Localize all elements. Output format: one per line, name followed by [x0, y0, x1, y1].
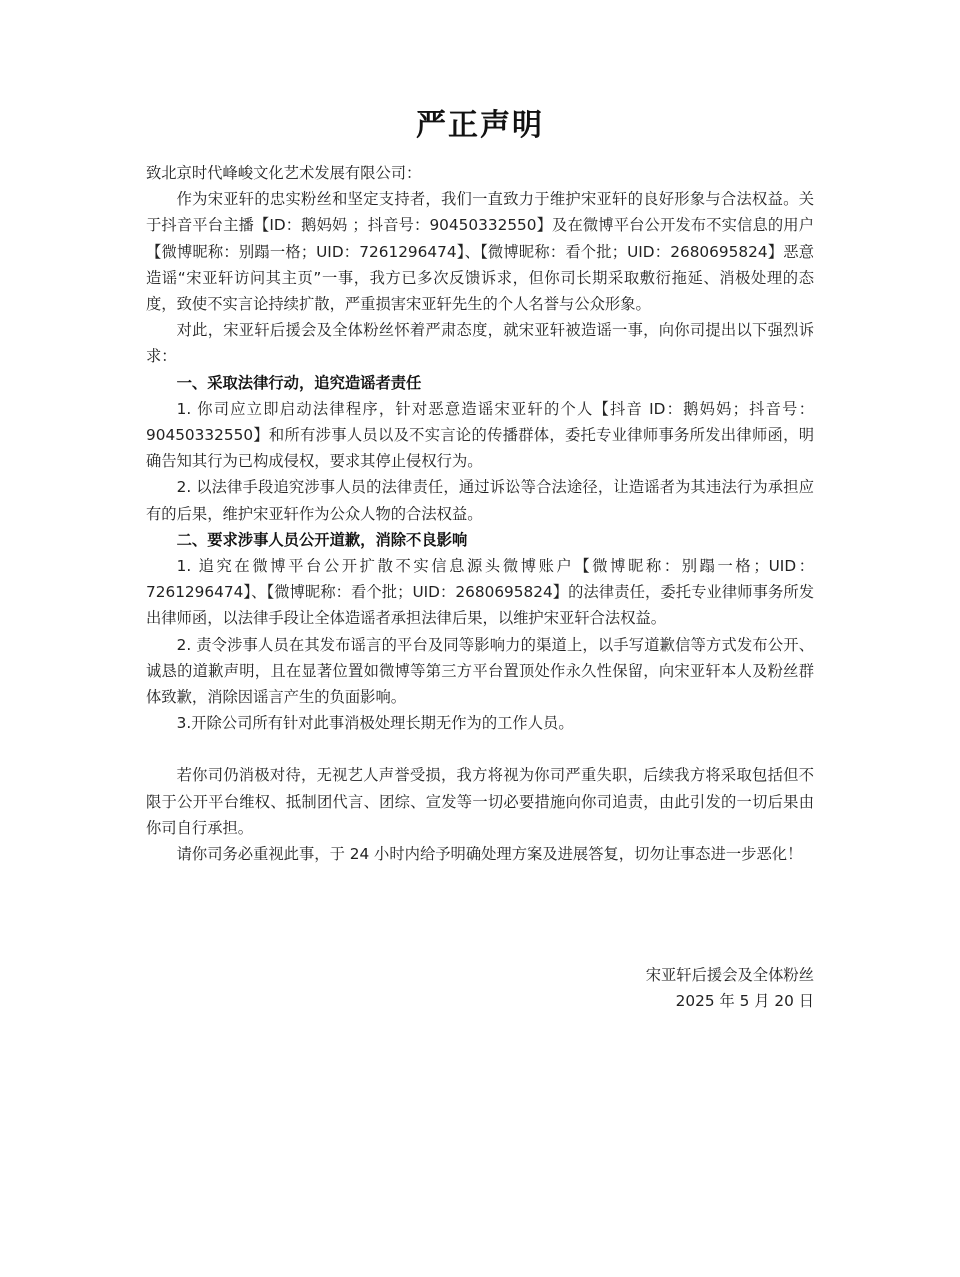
- section1-item2: 2. 以法律手段追究涉事人员的法律责任，通过诉讼等合法途径，让造谣者为其违法行为承担应有的后果，维护宋亚轩作为公众人物的合法权益。: [146, 478, 814, 523]
- section2-item3: 3.开除公司所有针对此事消极处理长期无作为的工作人员。: [176, 714, 574, 733]
- paragraph-intro: 作为宋亚轩的忠实粉丝和坚定支持者，我们一直致力于维护宋亚轩的良好形象与合法权益。关于抖音平台主播【ID：鹅妈妈 ；抖音号：90450332550】及在微博平台公开发布不实信息的用户【微博昵称：别蹋一格；UID：7261296474】、【微博昵称：看个批；UID：2680695824】恶意造谣“宋亚轩访问其主页”一事，我方已多次反馈诉求，但你司长期采取敷衍拖延、消极处理的态度，致使不实言论持续扩散，严重损害宋亚轩先生的个人名誉与公众形象。: [146, 190, 814, 314]
- closing-request: 请你司务必重视此事，于 24 小时内给予明确处理方案及进展答复，切勿让事态进一步恶化！: [176, 845, 803, 864]
- section1-heading: 一、采取法律行动，追究造谣者责任: [176, 373, 422, 392]
- section2-item1: 1. 追究在微博平台公开扩散不实信息源头微博账户【微博昵称：别蹋一格；UID：7261296474】、【微博昵称：看个批；UID：2680695824】的法律责任，委托专业律师事务所发出律师函，以法律手段让全体造谣者承担法律后果，以维护宋亚轩合法权益。: [146, 557, 814, 628]
- document-body: [146, 160, 814, 867]
- document-title: 严正声明: [416, 108, 544, 143]
- signature-block: [560, 962, 814, 1014]
- section2-item2: 2. 责令涉事人员在其发布谣言的平台及同等影响力的渠道上，以手写道歉信等方式发布公开、诚恳的道歉声明，且在显著位置如微博等第三方平台置顶处作永久性保留，向宋亚轩本人及粉丝群体致歉，消除因谣言产生的负面影响。: [146, 635, 814, 707]
- section2-heading: 二、要求涉事人员公开道歉，消除不良影响: [176, 530, 468, 549]
- closing-warning: 若你司仍消极对待，无视艺人声誉受损，我方将视为你司严重失职，后续我方将采取包括但不限于公开平台维权、抵制团代言、团综、宣发等一切必要措施向你司追责，由此引发的一切后果由你司自行承担。: [146, 766, 814, 837]
- signature-date: 2025 年 5 月 20 日: [675, 992, 814, 1010]
- signer-name: 宋亚轩后援会及全体粉丝: [645, 966, 814, 984]
- addressee: 致北京时代峰峻文化艺术发展有限公司：: [146, 164, 422, 182]
- paragraph-demand-intro: 对此，宋亚轩后援会及全体粉丝怀着严肃态度，就宋亚轩被造谣一事，向你司提出以下强烈诉求：: [146, 321, 814, 366]
- section1-item1: 1. 你司应立即启动法律程序，针对恶意造谣宋亚轩的个人【抖音 ID：鹅妈妈；抖音号：90450332550】和所有涉事人员以及不实言论的传播群体，委托专业律师事务所发出律师函，明确告知其行为已构成侵权，要求其停止侵权行为。: [146, 399, 814, 471]
- paragraph-gap: [146, 736, 814, 762]
